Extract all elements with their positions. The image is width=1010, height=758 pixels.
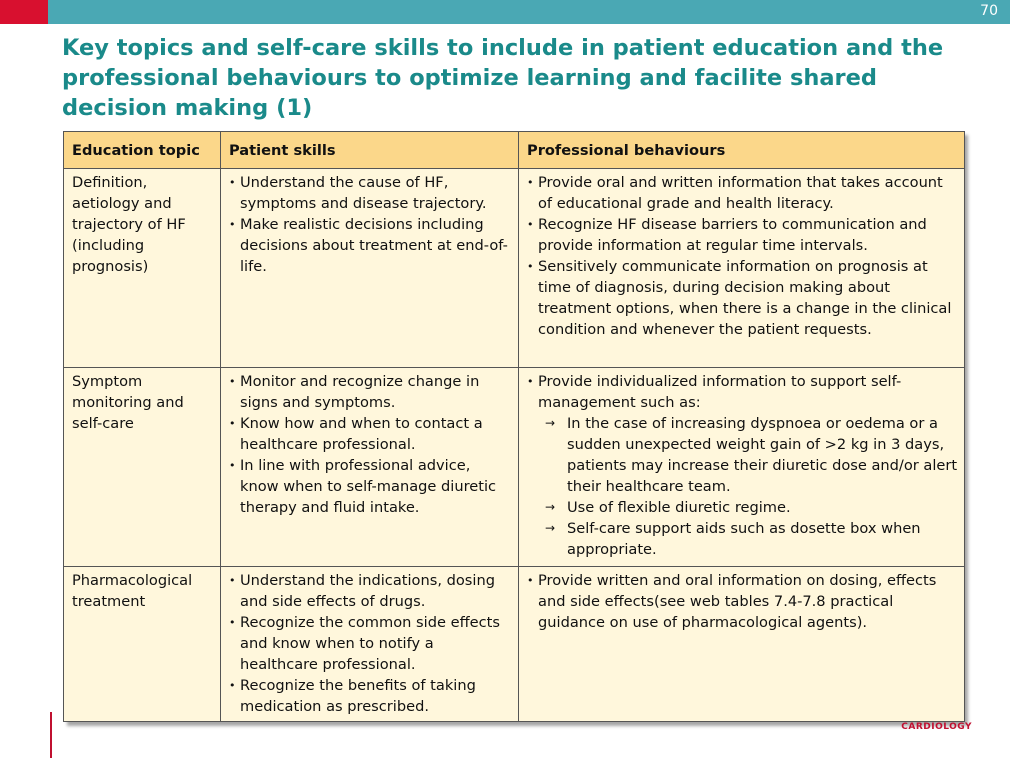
table-header-row [64, 132, 965, 169]
arrow-list-item: → Self-care support aids such as dosette box when appropriate. [547, 518, 958, 560]
table-row [64, 368, 965, 567]
table-row [64, 169, 965, 368]
behaviours-cell [519, 567, 965, 722]
arrow-list-item: → In the case of increasing dyspnoea or oedema or a sudden unexpected weight gain of >2 kg in 3 days, patients may increase their diuretic dose and/or alert their healthcare team. [547, 413, 958, 497]
topic-cell: Definition, aetiology and trajectory of HF (including prognosis) [64, 169, 221, 368]
list-item: • Monitor and recognize change in signs and symptoms. [229, 371, 512, 413]
list-item: • Recognize the benefits of taking medication as prescribed. [229, 675, 512, 717]
education-table [63, 131, 964, 722]
list-item: • Provide individualized information to support self-management such as: [527, 371, 958, 413]
top-bar [0, 0, 1010, 24]
page-number: 70 [980, 3, 998, 19]
cardiology-logo: CARDIOLOGY [901, 722, 972, 732]
list-item: • In line with professional advice, know when to self-manage diuretic therapy and fluid intake. [229, 455, 512, 518]
list-item: • Understand the indications, dosing and side effects of drugs. [229, 570, 512, 612]
table-row [64, 567, 965, 722]
header-patient-skills: Patient skills [221, 132, 519, 169]
list-item: • Know how and when to contact a healthcare professional. [229, 413, 512, 455]
topic-cell: Symptom monitoring and self-care [64, 368, 221, 567]
behaviours-cell [519, 368, 965, 567]
list-item: • Recognize the common side effects and know when to notify a healthcare professional. [229, 612, 512, 675]
list-item: • Provide written and oral information on dosing, effects and side effects(see web tables 7.4-7.8 practical guidance on use of pharmacological agents). [527, 570, 958, 633]
slide-title: Key topics and self-care skills to include in patient education and the professional behaviours to optimize learning and facilite shared decision making (1) [62, 35, 944, 121]
header-professional-behaviours: Professional behaviours [519, 132, 965, 169]
list-item: • Sensitively communicate information on prognosis at time of diagnosis, during decision making about treatment options, when there is a change in the clinical condition and whenever the patient requests. [527, 256, 958, 340]
skills-cell [221, 368, 519, 567]
footer-divider [50, 712, 52, 758]
list-item: • Make realistic decisions including decisions about treatment at end-of-life. [229, 214, 512, 277]
list-item: • Recognize HF disease barriers to communication and provide information at regular time intervals. [527, 214, 958, 256]
sub-list [527, 413, 958, 560]
behaviours-cell [519, 169, 965, 368]
arrow-list-item: → Use of flexible diuretic regime. [547, 497, 958, 518]
topic-cell: Pharmacological treatment [64, 567, 221, 722]
list-item: • Understand the cause of HF, symptoms and disease trajectory. [229, 172, 512, 214]
top-bar-red-block [0, 0, 48, 24]
list-item: • Provide oral and written information that takes account of educational grade and health literacy. [527, 172, 958, 214]
header-education-topic: Education topic [64, 132, 221, 169]
skills-cell [221, 567, 519, 722]
skills-cell [221, 169, 519, 368]
